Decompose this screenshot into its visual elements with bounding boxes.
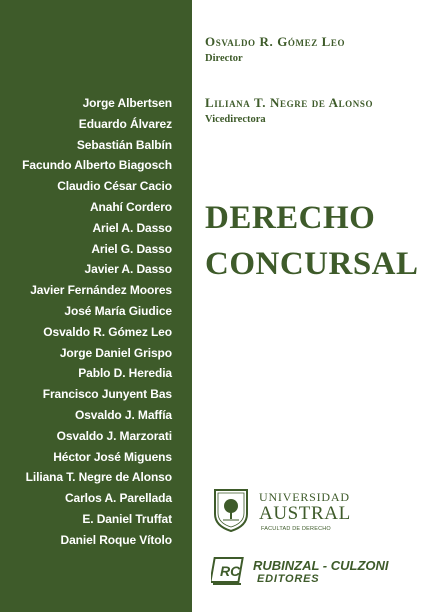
rc-publisher-logo-icon xyxy=(211,556,247,586)
author-name: Carlos A. Parellada xyxy=(64,491,172,506)
university-name: AUSTRAL xyxy=(259,503,351,524)
author-name: Javier Fernández Moores xyxy=(30,283,172,298)
author-name: Pablo D. Heredia xyxy=(78,366,172,381)
author-name: Jorge Daniel Grispo xyxy=(59,345,172,360)
author-name: Liliana T. Negre de Alonso xyxy=(25,470,172,485)
director-role: Director xyxy=(205,53,243,64)
author-name: Ariel A. Dasso xyxy=(92,220,172,235)
university-seal-icon xyxy=(211,486,251,532)
book-title-line-1: DERECHO xyxy=(205,200,376,236)
author-name: Ariel G. Dasso xyxy=(91,241,172,256)
book-title-line-2: CONCURSAL xyxy=(205,246,419,282)
author-name: José María Giudice xyxy=(64,303,172,318)
vicedirector-role: Vicedirectora xyxy=(205,114,266,125)
university-logo xyxy=(211,486,361,536)
author-name: Daniel Roque Vítolo xyxy=(60,532,172,547)
author-name: Osvaldo R. Gómez Leo xyxy=(43,324,172,339)
author-name: Sebastián Balbín xyxy=(76,137,172,152)
author-name: Francisco Junyent Bas xyxy=(42,387,172,402)
author-list xyxy=(22,93,172,551)
author-name: Claudio César Cacio xyxy=(57,179,172,194)
author-name: Javier A. Dasso xyxy=(84,262,172,277)
author-name: Héctor José Miguens xyxy=(53,449,172,464)
author-name: Anahí Cordero xyxy=(89,199,172,214)
vicedirector-name: Liliana T. Negre de Alonso xyxy=(205,95,374,110)
author-name: Facundo Alberto Biagosch xyxy=(22,158,172,173)
author-name: Osvaldo J. Maffía xyxy=(75,407,172,422)
publisher-subtitle: EDITORES xyxy=(257,573,320,585)
publisher-logo xyxy=(211,556,437,590)
author-name: E. Daniel Truffat xyxy=(82,511,172,526)
cover-main xyxy=(205,0,435,612)
university-label: UNIVERSIDAD xyxy=(259,490,350,504)
author-name: Jorge Albertsen xyxy=(82,96,172,110)
faculty-label: FACULTAD DE DERECHO xyxy=(261,526,331,532)
director-name: Osvaldo R. Gómez Leo xyxy=(205,34,346,49)
author-name: Osvaldo J. Marzorati xyxy=(56,428,172,443)
publisher-name: RUBINZAL - CULZONI xyxy=(253,558,389,573)
svg-text:RC: RC xyxy=(220,563,241,579)
author-panel xyxy=(0,0,192,612)
author-name: Eduardo Álvarez xyxy=(78,116,172,131)
